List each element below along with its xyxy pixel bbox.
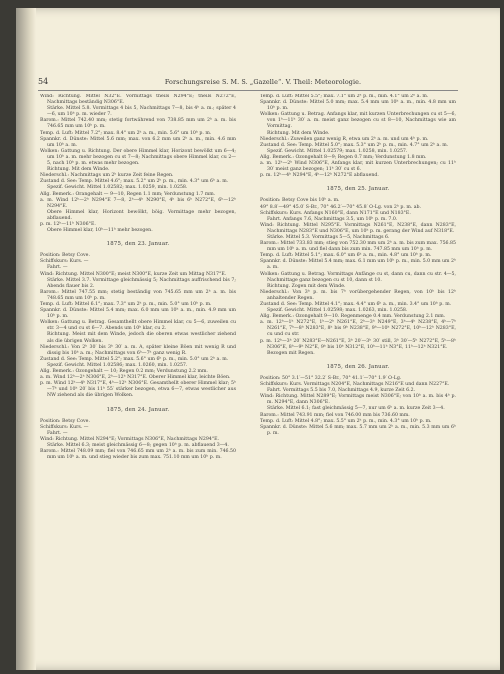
record-line: Spezif. Gewicht. Mittel 1.02579; max. 1.0258, min. 1.0257. (267, 148, 408, 154)
record-line: a. m. Wind 12ʰ—2ʰ N306°E, 2ʰ—12ʰ N317°E. Oberer Himmel klar, leichte Böen. (40, 375, 231, 381)
record-line: Zustand d. See: Temp. Mittel 5.2°; max. 5.6° um 6ʰ p. m., min. 5.0° um 2ʰ a. m. (40, 356, 229, 362)
record-line: Temp. d. Luft: Mittel 4.8°; max. 5.5° um 2ʰ p. m., min. 4.3° um 10ʰ p. m. (260, 418, 432, 424)
record-line: Spezif. Gewicht. Mittel 1.02582; max. 1.0259, min. 1.0258. (47, 185, 188, 191)
record-line: a. m. Wind 12ʰ—2ʰ N294°E 7—8, 2ʰ—4ʰ N290°E, 4ʰ bis 6ʰ N272°E, 6ʰ—12ʰ N294°E. (40, 197, 236, 209)
record-line: Spezif. Gewicht. Mittel 1.02598; max. 1.0263, min. 1.0258. (267, 308, 408, 314)
record-line: Fahrt. Anfangs 7.6, Nachmittags 3.5, um 10ʰ p. m. 7.0. (267, 216, 398, 222)
record-line: Wind: Richtung. Mittel N32°E. Vormittags theils N294°E; theils N272°E, Nachmittags beständig N306°E. (40, 94, 236, 106)
record-line: Richtung. Zogen mit dem Winde. (267, 283, 346, 289)
record-line: Barom.: Mittel 733.83 mm; stieg von 752.30 mm um 2ʰ a. m. bis zum max. 756.85 mm um 10ʰ a. m. und fiel dann bis zum min. 747.85 mm um 10ʰ p. m. (260, 241, 456, 253)
record-line: Fahrt. — (47, 430, 68, 436)
record-line: Bezogen mit Regen. (267, 350, 315, 356)
record-line: Wind: Richtung. Mittel N300°E; meist N300°E, kurze Zeit um Mittag N317°E. (40, 271, 227, 277)
record-line: Allg. Bemerk.: Ozongehalt — 10; Regen 0.2 mm; Verdunstung 2.2 mm. (40, 369, 208, 375)
record-line: p. m. Wind 12ʰ—4ʰ N317°E, 4ʰ—12ʰ N306°E. Gesamthellt oberer Himmel klar; 5ʰ—7ʰ und 10ʰ 20′ bis 11ʰ 55′ stärker bezogen, etwa 6—7, etwas westlicher aus NW ziehend als die übrigen Wolken. (40, 381, 236, 399)
record-line: Spezif. Gewicht. Mittel 1.02586; max. 1.0260, min. 1.0257. (47, 362, 188, 368)
right-column (260, 94, 456, 654)
record-line: Stärke. Mittel 5.3. Vormittags 5—5, Nachmittags 6. (267, 234, 390, 240)
record-line: Temp. d. Luft: Mittel 5.1°; max. 6.0° um 6ʰ a. m., min. 4.8° um 10ʰ p. m. (260, 253, 432, 259)
record-line: Wind: Richtung. Mittel N294°E; Vormittags N306°E, Nachmittags N294°E. (40, 436, 220, 442)
record-line: Zustand d. See: Temp. Mittel 4.6°; max. 5.2° um 2ʰ p. m., min. 4.3° um 6ʰ a. m. (40, 179, 229, 185)
record-line: Spannkr. d. Dünste: Mittel 5.4 mm; max. 6.0 mm um 10ʰ a. m., min. 4.9 mm um 10ʰ p. m. (40, 308, 236, 320)
record-line: Richtung. Mit dem Winde. (267, 130, 330, 136)
record-line: Obere Himmel klar, Horizont bewölkt, böig. Vormittage mehr bezogen, abflauend. (47, 209, 236, 221)
running-header (38, 77, 458, 89)
record-line: Stärke. Mittel 6.1; fast gleichmässig 5—7, nur um 6ʰ a. m. kurze Zeit 3—4. (267, 406, 445, 412)
record-line: p. m. 12ʰ—3ʰ 20′ N283°E—N261°E, 3ʰ 20′—3ʰ 30′ still, 3ʰ 30′—5ʰ N272°E, 5ʰ—8ʰ N306°E, 8ʰ—9ʰ N2°E, 9ʰ bis 10ʰ N312°E, 10ʰ—11ʰ N3°E, 11ʰ—12ʰ N321°E. (260, 338, 456, 350)
record-line: Wind: Richtung. Mittel N295°E. Vormittags N261°E, N238°E, dann N283°E, Nachmittags N283°E und N306°E, um 10ʰ p. m. gerang der Wind auf N318°E. (260, 222, 456, 234)
section-heading-jan-24: 1875, den 24. Januar. (106, 406, 170, 413)
record-line: Richtung. Meist mit dem Winde, jedoch die oberen etwas westlicher ziehend als die übrigen Wolken. (47, 332, 236, 344)
record-line: Wolken: Gattung u. Betrag. Vormittags Anfänge cu st, dann cu, dann cu str. 4—5, Nachmittage ganz bezogen cu st 10, dann st 10. (260, 271, 456, 283)
header-rule (38, 90, 458, 91)
record-line: Zustand d. See: Temp. Mittel 4.1°; max. 4.4° um 6ʰ a. m., min. 3.4° um 10ʰ p. m. (260, 302, 452, 307)
page-number: 54 (38, 77, 49, 86)
right-block-2 (260, 198, 456, 356)
record-line: Barom.: Mittel 747.55 mm; stetig beständig von 745.65 mm um 2ʰ a. m. bis 748.65 mm um 10ʰ p. m. (40, 289, 236, 301)
record-line: Position: Betsy Cove. (40, 253, 90, 259)
right-block-3 (260, 376, 456, 437)
record-line: Niederschl.: Nachmittags um 2ʰ kurze Zeit feine Regen. (40, 173, 174, 179)
left-column (40, 94, 236, 654)
section-heading-jan-26: 1875, den 26. Januar. (326, 363, 390, 370)
record-line: Zustand d. See: Temp. Mittel 5.0°; max. 5.3° um 2ʰ p. m., min. 4.7° um 2ʰ a. m. (260, 142, 449, 148)
record-line: Richtung. Mit dem Winde. (47, 167, 110, 173)
record-line: Temp. d. Luft: Mittel 7.2°; max. 8.4° um 2ʰ a. m., min. 5.6° um 10ʰ p. m. (40, 130, 212, 136)
record-line: Obere Himmel klar, 10ʰ—11ʰ mehr bezogen. (47, 228, 153, 234)
record-line: Position: 50° 3.1′—51° 32.2′ S-Br., 70° 41.1′—70° 1.9′ O-Lg. (260, 375, 402, 381)
record-line: a. m. 12ʰ—1ʰ N272°E, 1ʰ—2ʰ N261°E, 2ʰ—3ʰ N249°E, 3ʰ—4ʰ N238°E, 4ʰ—7ʰ N261°E, 7ʰ—8ʰ N283°E, 8ʰ bis 9ʰ N238°E, 9ʰ—10ʰ N272°E, 10ʰ—12ʰ N283°E, cu und cu str. (260, 320, 456, 338)
record-line: Wind: Richtung. Mittel N289°E; Vormittags meist N306°E; von 10ʰ a. m. bis 4ʰ p. m. N294°E, dann N306°E. (260, 394, 456, 406)
record-line: Fahrt. — (47, 265, 68, 271)
record-line: Position: Betsy Cove bis 10ʰ a. m. (260, 198, 340, 204)
record-line: Temp. d. Luft: Mittel 5.5°; max. 7.1° um 2ʰ p. m., min. 4.1° um 2ʰ a. m. (260, 94, 429, 99)
book-gutter-shadow (16, 8, 36, 670)
record-line: Allg. Bemerk.: Ozongehalt 9—10. Regenmenge 0.4 mm. Verdunstung 2.1 mm. (260, 314, 446, 320)
left-block-1 (40, 94, 236, 234)
record-line: Stärke. Mittel 6.3; meist gleichmässig 6—8; gegen 10ʰ p. m. abflauend 3—4. (47, 442, 229, 448)
record-line: Spannkr. d. Dünste: Mittel 5.4 mm; max. 6.1 mm um 10ʰ p. m., min. 5.0 mm um 2ʰ a. m. (260, 259, 456, 271)
left-block-2 (40, 253, 236, 399)
record-line: Fahrt. Vormittags 5.5 bis 7.0, Nachmittags 4.9, kurze Zeit 6.2. (267, 388, 416, 394)
record-line: Schiffskurs: Kurs. Anfangs N160°E, dann N171°E und N183°E. (260, 210, 411, 216)
record-line: Barom.: Mittel 748.09 mm; fiel von 746.65 mm um 2ʰ a. m. bis zum min. 746.50 mm um 10ʰ a. m. und stieg wieder bis zum max. 751.10 mm um 10ʰ p. m. (40, 449, 236, 461)
record-line: Schiffskurs: Kurs. — (40, 424, 89, 430)
record-line: p. m. 12ʰ—11ʰ N306°E. (40, 221, 96, 227)
record-line: Barom.: Mittel 743.91 mm; fiel von 746.00 mm bis 736.60 mm. (260, 412, 410, 418)
record-line: Wolken: Gattung u. Betrag. Gesamthellt obere Himmel klar, cu 5—6, zuweilen cu str. 3—4 und cu st 6—7. Abends um 10ʰ klar, cu 2. (40, 320, 236, 332)
record-line: Niederschl.: Von 2ʰ 30′ bis 3ʰ 30′ a. m. A, später kleine Böen mit wenig R und dissig bis 10ʰ a. m.; Nachmittags von 6ʰ—7ʰ ganz wenig R. (40, 344, 236, 356)
record-line: Stärke. Mittel 3.7. Vormittage gleichmässig 5; Nachmittags auffrischend bis 7; Abends flauer bis 2. (47, 277, 236, 289)
running-title: Forschungsreise S. M. S. „Gazelle“. V. Theil: Meteorologie. (164, 78, 362, 86)
record-line: Allg. Bemerk.: Ozongehalt 8—9; Regen 0.7 mm; Verdunstung 1.8 mm. (260, 154, 427, 160)
record-line: Niederschl.: Zuweilen ganz wenig R, etwa um 2ʰ a. m. und um 4ʰ p. m. (260, 136, 429, 142)
record-line: Allg. Bemerk.: Orangehalt — 9—10, Regen 1.1 mm; Verdunstung 1.7 mm. (40, 191, 216, 197)
section-heading-jan-25: 1875, den 25. Januar. (326, 186, 390, 193)
record-line: Barom.: Mittel 742.40 mm; stetig fortwährend von 738.85 mm um 2ʰ a. m. bis 746.65 mm um 10ʰ p. m. (40, 118, 236, 130)
record-line: Schiffskurs: Kurs. Vormittags N204°E, Nachmittags N216°E und dann N227°E. (260, 382, 450, 388)
record-line: Stärke. Mittel 5.8. Vormittags 4 bis 5, Nachmittags 7—8, bis 4ʰ a. m.; später 4—6, um 10ʰ p. m. wieder 7. (47, 106, 236, 118)
record-line: Temp. d. Luft: Mittel 6.1°; max. 7.3° um 2ʰ p. m., min. 5.0° um 10ʰ p. m. (40, 302, 212, 307)
record-line: Schiffskurs: Kurs. — (40, 259, 89, 265)
record-line: Niederschl.: Von 3ʰ p. m. bis 7ʰ vorübergehender Regen, von 10ʰ bis 12ʰ anhaltender Regen. (260, 289, 456, 301)
section-heading-jan-23: 1875, den 23. Januar. (106, 241, 170, 248)
record-line: 49° 8.8′—49° 45.0′ S-Br., 70° 46.2′—70° 45.8′ O-Lg. von 2ʰ p. m. ab. (260, 204, 422, 210)
record-line: Wolken: Gattung u. Betrag. Anfangs klar, mit kurzen Unterbrechungen cu st 5—6, von 1ʰ—11ʰ 30′ a. m. meist ganz bezogen cu st 8—10, Nachmittags wie am Vormittag. (260, 112, 456, 130)
record-line: Spannkr. d. Dünste: Mittel 5.0 mm; max. 5.4 mm um 10ʰ a. m., min. 4.8 mm um 10ʰ p. m. (260, 100, 456, 112)
record-line: Spannkr. d. Dünste: Mittel 5.6 mm; max. von 6.2 mm um 2ʰ a. m., min. 4.6 mm um 10ʰ a. m. (40, 136, 236, 148)
record-line: Spannkr. d. Dünste: Mittel 5.6 mm; max. 5.7 mm um 2ʰ a. m., min. 5.3 mm um 6ʰ p. m. (260, 424, 456, 436)
left-block-3 (40, 419, 236, 462)
record-line: Position: Betsy Cove. (40, 418, 90, 424)
record-line: Wolken: Gattung u. Richtung. Der obere Himmel klar, Horizont bewölkt um 6—4; um 10ʰ a. m. mehr bezogen cu st 7—8; Nachmittags obere Himmel klar, cu 2—5, nach 10ʰ p. m. etwas mehr bezogen. (40, 148, 236, 167)
record-line: p. m. 12ʰ—4ʰ N294°E, 4ʰ—12ʰ N272°E abflauend. (260, 173, 379, 179)
right-block-1 (260, 94, 456, 179)
record-line: a. m. 12ʰ—2ʰ Wind N306°E, Anfangs klar, mit kurzen Unterbrechungen; cu 11ʰ 30′ meist ganz bezogen; 11ʰ 30′ cu st 6. (260, 161, 456, 173)
